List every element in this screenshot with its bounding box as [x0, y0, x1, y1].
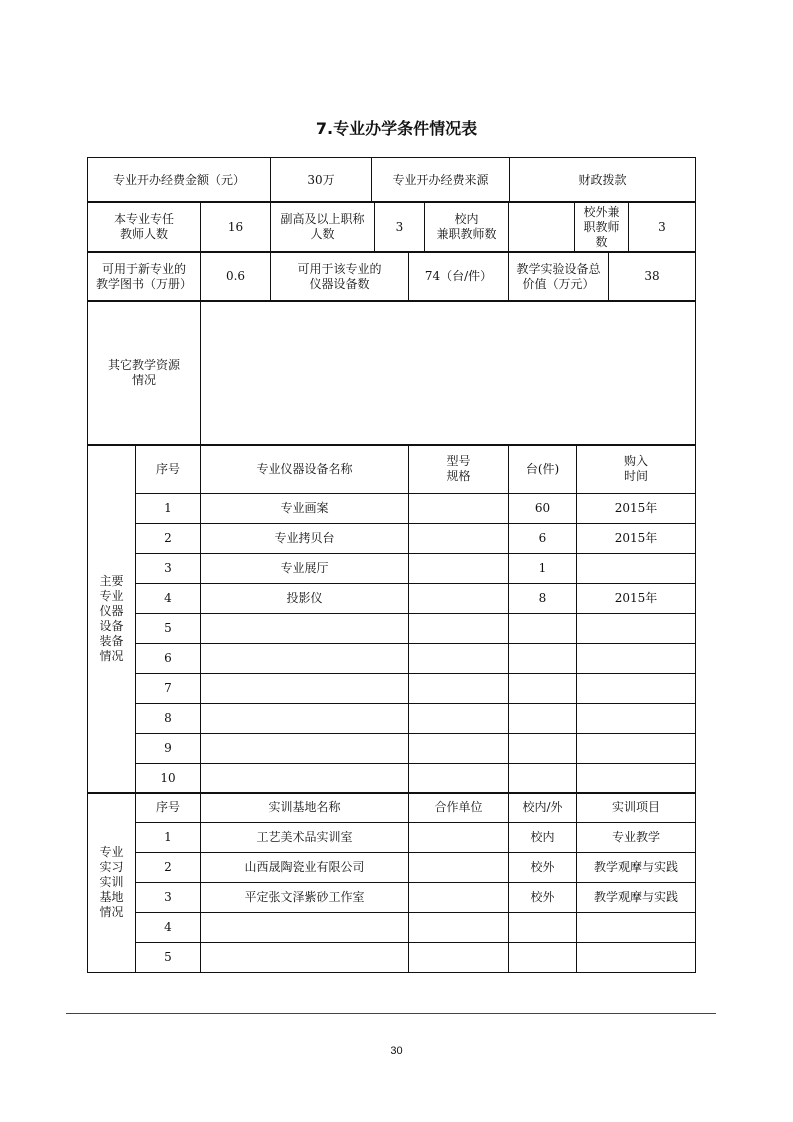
equipment-header-time: 购入 时间 [577, 445, 696, 494]
training-location: 校外 [509, 853, 577, 883]
table-row [88, 734, 696, 764]
training-location: 校外 [509, 883, 577, 913]
equipment-name: 专业展厅 [201, 554, 409, 584]
equipment-header-name: 专业仪器设备名称 [201, 445, 409, 494]
equipment-time: 2015年 [577, 584, 696, 614]
training-partner [409, 913, 509, 943]
table-row [88, 943, 696, 973]
teachers-label: 本专业专任 教师人数 [88, 202, 201, 253]
training-partner [409, 943, 509, 973]
training-name: 工艺美术品实训室 [201, 823, 409, 853]
books-value: 0.6 [201, 252, 271, 302]
funding-label: 专业开办经费金额（元） [88, 158, 271, 203]
training-header-partner: 合作单位 [409, 793, 509, 823]
equipment-count [509, 704, 577, 734]
funding-source-value: 财政拨款 [510, 158, 696, 203]
senior-title-value: 3 [375, 202, 425, 253]
teachers-row [87, 201, 696, 253]
equipment-name [201, 704, 409, 734]
equipment-time [577, 614, 696, 644]
equipment-name: 专业拷贝台 [201, 524, 409, 554]
table-row [88, 494, 696, 524]
equipment-model [409, 704, 509, 734]
training-header-seq: 序号 [136, 793, 201, 823]
training-name: 平定张文泽紫砂工作室 [201, 883, 409, 913]
equipment-time [577, 764, 696, 794]
equipment-count [509, 734, 577, 764]
equipment-seq: 9 [136, 734, 201, 764]
equipment-count: 60 [509, 494, 577, 524]
training-header-name: 实训基地名称 [201, 793, 409, 823]
equipment-seq: 8 [136, 704, 201, 734]
equipment-model [409, 524, 509, 554]
equipment-seq: 4 [136, 584, 201, 614]
training-name [201, 943, 409, 973]
table-row [88, 614, 696, 644]
equipment-model [409, 734, 509, 764]
table-row [88, 883, 696, 913]
training-table [87, 792, 696, 973]
table-row [88, 764, 696, 794]
equipment-model [409, 584, 509, 614]
outer-parttime-label: 校外兼 职教师 数 [575, 202, 629, 253]
equipment-model [409, 674, 509, 704]
training-project: 专业教学 [577, 823, 696, 853]
training-project: 教学观摩与实践 [577, 883, 696, 913]
equipment-seq: 2 [136, 524, 201, 554]
equipment-time [577, 734, 696, 764]
equipment-name [201, 764, 409, 794]
equipment-time [577, 674, 696, 704]
equipment-value-label: 教学实验设备总 价值（万元） [509, 252, 609, 302]
equipment-model [409, 554, 509, 584]
equipment-seq: 1 [136, 494, 201, 524]
equipment-count: 8 [509, 584, 577, 614]
equipment-seq: 10 [136, 764, 201, 794]
equipment-seq: 7 [136, 674, 201, 704]
outer-parttime-value: 3 [629, 202, 696, 253]
resources-row [87, 251, 696, 302]
footer-divider [66, 1013, 716, 1014]
devices-value: 74（台/件） [409, 252, 509, 302]
other-resources-value [201, 301, 696, 446]
table-row [88, 853, 696, 883]
training-project [577, 913, 696, 943]
equipment-model [409, 614, 509, 644]
training-name: 山西晟陶瓷业有限公司 [201, 853, 409, 883]
equipment-count [509, 674, 577, 704]
table-header-row [88, 793, 696, 823]
equipment-count: 1 [509, 554, 577, 584]
equipment-seq: 3 [136, 554, 201, 584]
equipment-name [201, 644, 409, 674]
funding-value: 30万 [271, 158, 372, 203]
other-resources-label: 其它教学资源 情况 [88, 301, 201, 446]
training-seq: 1 [136, 823, 201, 853]
equipment-time: 2015年 [577, 494, 696, 524]
training-header-project: 实训项目 [577, 793, 696, 823]
training-name [201, 913, 409, 943]
equipment-side-label: 主要 专业 仪器 设备 装备 情况 [88, 445, 136, 794]
training-seq: 4 [136, 913, 201, 943]
page-title: 7.专业办学条件情况表 [315, 119, 478, 138]
equipment-header-seq: 序号 [136, 445, 201, 494]
equipment-model [409, 494, 509, 524]
training-project: 教学观摩与实践 [577, 853, 696, 883]
equipment-time [577, 704, 696, 734]
training-partner [409, 823, 509, 853]
equipment-table [87, 444, 696, 794]
training-location: 校内 [509, 823, 577, 853]
training-side-label: 专业 实习 实训 基地 情况 [88, 793, 136, 973]
page-number: 30 [390, 1045, 403, 1057]
other-resources-row [87, 300, 696, 446]
training-seq: 2 [136, 853, 201, 883]
table-row [88, 674, 696, 704]
training-partner [409, 853, 509, 883]
training-location [509, 913, 577, 943]
training-seq: 3 [136, 883, 201, 913]
table-row [88, 524, 696, 554]
table-row [88, 823, 696, 853]
equipment-name [201, 674, 409, 704]
equipment-name [201, 614, 409, 644]
equipment-name: 专业画案 [201, 494, 409, 524]
training-project [577, 943, 696, 973]
senior-title-label: 副高及以上职称 人数 [271, 202, 375, 253]
table-row [88, 584, 696, 614]
equipment-time [577, 554, 696, 584]
equipment-time [577, 644, 696, 674]
equipment-name [201, 734, 409, 764]
equipment-model [409, 644, 509, 674]
inner-parttime-value [509, 202, 575, 253]
equipment-count: 6 [509, 524, 577, 554]
equipment-count [509, 614, 577, 644]
table-row [88, 913, 696, 943]
equipment-header-count: 台(件) [509, 445, 577, 494]
training-partner [409, 883, 509, 913]
equipment-header-model: 型号 规格 [409, 445, 509, 494]
equipment-value: 38 [609, 252, 696, 302]
table-row [88, 644, 696, 674]
equipment-name: 投影仪 [201, 584, 409, 614]
equipment-model [409, 764, 509, 794]
training-header-location: 校内/外 [509, 793, 577, 823]
table-row [88, 704, 696, 734]
teachers-value: 16 [201, 202, 271, 253]
equipment-seq: 6 [136, 644, 201, 674]
training-seq: 5 [136, 943, 201, 973]
training-location [509, 943, 577, 973]
equipment-time: 2015年 [577, 524, 696, 554]
table-row [88, 554, 696, 584]
inner-parttime-label: 校内 兼职教师数 [425, 202, 509, 253]
equipment-count [509, 764, 577, 794]
books-label: 可用于新专业的 教学图书（万册） [88, 252, 201, 302]
devices-label: 可用于该专业的 仪器设备数 [271, 252, 409, 302]
funding-row [87, 157, 696, 203]
equipment-count [509, 644, 577, 674]
funding-source-label: 专业开办经费来源 [372, 158, 510, 203]
equipment-seq: 5 [136, 614, 201, 644]
